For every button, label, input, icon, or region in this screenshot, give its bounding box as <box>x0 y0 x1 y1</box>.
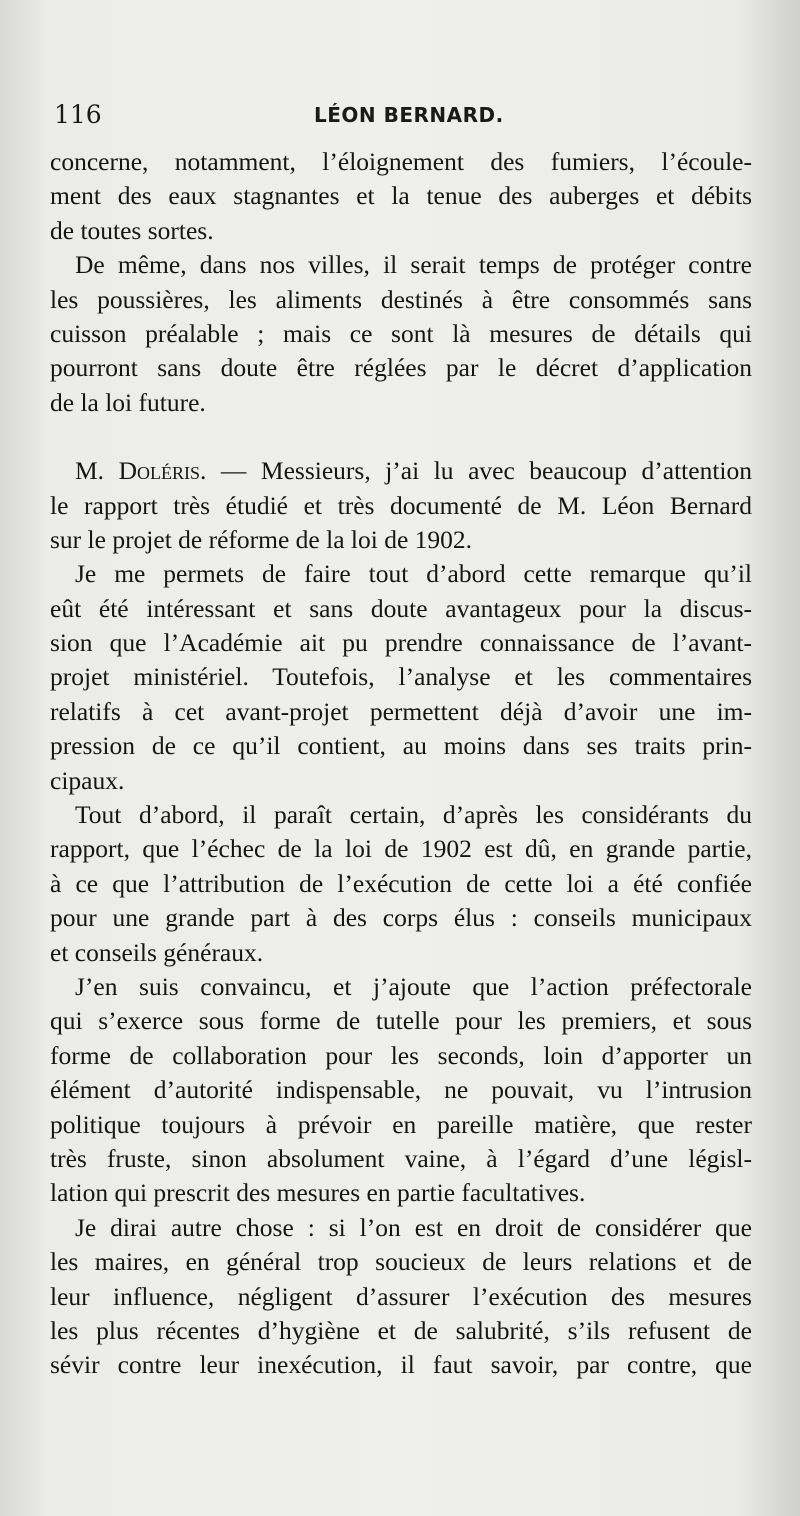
paragraph <box>50 454 752 557</box>
text-line: très fruste, sinon absolument vaine, à l’égard d’une législ- <box>50 1143 752 1173</box>
text-line: J’en suis convaincu, et j’ajoute que l’action préfectorale <box>75 971 752 1001</box>
text-line: concerne, notamment, l’éloignement des fumiers, l’écoule- <box>50 147 752 176</box>
text-line: les poussières, les aliments destinés à être consommés sans <box>50 284 752 314</box>
text-line: et conseils généraux. <box>50 937 264 967</box>
page-header <box>52 100 752 134</box>
body-text <box>50 145 752 1383</box>
speaker-name: M. Doléris. <box>75 456 207 486</box>
text-line: élément d’autorité indispensable, ne pouvait, vu l’intrusion <box>50 1075 752 1105</box>
paragraph <box>50 145 752 248</box>
text-line: Tout d’abord, il paraît certain, d’après les considérants du <box>75 800 752 830</box>
text-line: ment des eaux stagnantes et la tenue des auberges et débits <box>50 181 752 211</box>
text-line: de la loi future. <box>50 387 206 417</box>
text-line: rapport, que l’échec de la loi de 1902 est dû, en grande partie, <box>50 834 752 864</box>
text-line: les maires, en général trop soucieux de leurs relations et de <box>50 1247 752 1277</box>
text-line: sévir contre leur inexécution, il faut savoir, par contre, que <box>50 1350 752 1380</box>
text-line: le rapport très étudié et très documenté de M. Léon Bernard <box>50 490 752 520</box>
text-line: leur influence, négligent d’assurer l’exécution des mesures <box>50 1281 752 1311</box>
text-line: Je me permets de faire tout d’abord cette remarque qu’il <box>75 559 752 589</box>
paragraph <box>50 1211 752 1383</box>
paragraph <box>50 798 752 970</box>
paragraph <box>50 970 752 1211</box>
page-number: 116 <box>54 100 102 129</box>
text-line: sion que l’Académie ait pu prendre connaissance de l’avant- <box>50 628 752 658</box>
text-line: sur le projet de réforme de la loi de 1902. <box>50 524 473 554</box>
text-line: pourront sans doute être réglées par le décret d’application <box>50 353 752 383</box>
text-line: cipaux. <box>50 765 125 795</box>
text-line: De même, dans nos villes, il serait temps de protéger contre <box>75 250 752 280</box>
text-line: politique toujours à prévoir en pareille matière, que rester <box>50 1109 752 1139</box>
text-line: les plus récentes d’hygiène et de salubrité, s’ils refusent de <box>50 1315 752 1345</box>
text-line: pression de ce qu’il contient, au moins dans ses traits prin- <box>50 731 752 761</box>
text-line: Je dirai autre chose : si l’on est en droit de considérer que <box>75 1212 752 1242</box>
text-line: cuisson préalable ; mais ce sont là mesures de détails qui <box>50 318 752 348</box>
text-line: projet ministériel. Toutefois, l’analyse et les commentaires <box>50 662 752 692</box>
text-line: lation qui prescrit des mesures en partie facultatives. <box>50 1178 586 1208</box>
text-line: à ce que l’attribution de l’exécution de cette loi a été confiée <box>50 868 752 898</box>
paragraph <box>50 248 752 420</box>
text-line: qui s’exerce sous forme de tutelle pour les premiers, et sous <box>50 1006 752 1036</box>
text-line: forme de collaboration pour les seconds, loin d’apporter un <box>50 1040 752 1070</box>
speaker-text: — Messieurs, j’ai lu avec beaucoup d’attention <box>206 456 752 486</box>
paragraph <box>50 557 752 798</box>
text-line: pour une grande part à des corps élus : conseils municipaux <box>50 903 752 933</box>
paragraph-gap <box>50 420 752 454</box>
text-line: de toutes sortes. <box>50 215 214 245</box>
running-head: LÉON BERNARD. <box>314 103 504 127</box>
text-line <box>50 454 752 488</box>
text-line: eût été intéressant et sans doute avantageux pour la discus- <box>50 593 752 623</box>
text-line: relatifs à cet avant-projet permettent déjà d’avoir une im- <box>50 696 752 726</box>
